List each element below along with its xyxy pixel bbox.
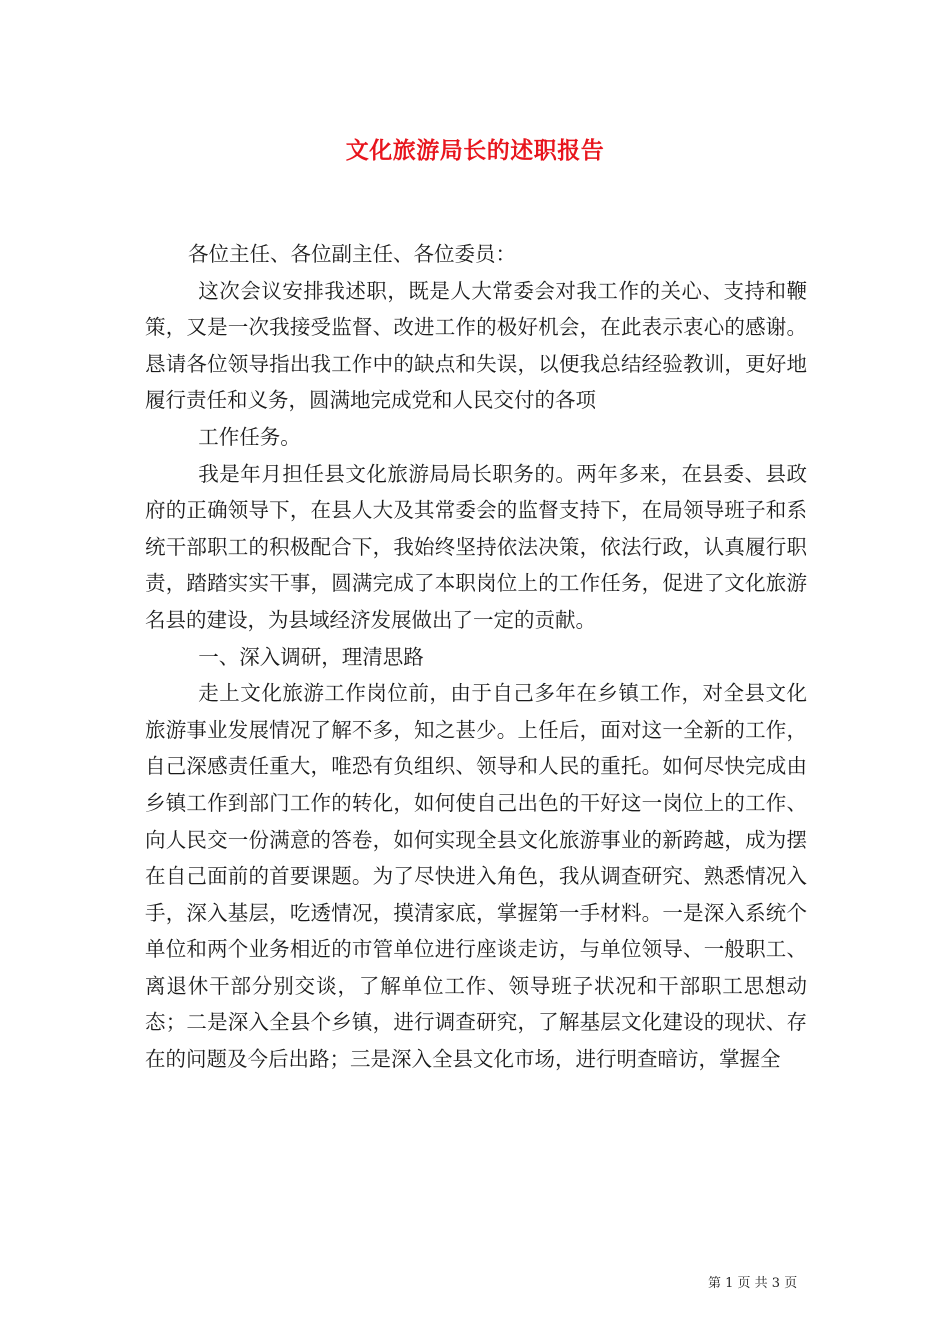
greeting-line: 各位主任、各位副主任、各位委员： (188, 242, 517, 266)
paragraph-1: 这次会议安排我述职，既是人大常委会对我工作的关心、支持和鞭策，又是一次我接受监督、改进工作的极好机会，在此表示衷心的感谢。恳请各位领导指出我工作中的缺点和失误，以便我总结经验教训，更好地履行责任和义务，圆满地完成党和人民交付的各项 (145, 278, 807, 413)
paragraph-2: 工作任务。 (198, 424, 301, 449)
document-body (145, 236, 807, 1078)
paragraph-3: 我是年月担任县文化旅游局局长职务的。两年多来，在县委、县政府的正确领导下，在县人大及其常委会的监督支持下，在局领导班子和系统干部职工的积极配合下，我始终坚持依法决策，依法行政，认真履行职责，踏踏实实干事，圆满完成了本职岗位上的工作任务，促进了文化旅游名县的建设，为县域经济发展做出了一定的贡献。 (145, 461, 807, 632)
paragraph-4: 走上文化旅游工作岗位前，由于自己多年在乡镇工作，对全县文化旅游事业发展情况了解不多，知之甚少。上任后，面对这一全新的工作，自己深感责任重大，唯恐有负组织、领导和人民的重托。如何尽快完成由乡镇工作到部门工作的转化，如何使自己出色的干好这一岗位上的工作、向人民交一份满意的答卷，如何实现全县文化旅游事业的新跨越，成为摆在自己面前的首要课题。为了尽快进入角色，我从调查研究、熟悉情况入手，深入基层，吃透情况，摸清家底，掌握第一手材料。一是深入系统个单位和两个业务相近的市管单位进行座谈走访，与单位领导、一般职工、离退休干部分别交谈，了解单位工作、领导班子状况和干部职工思想动态；二是深入全县个乡镇，进行调查研究，了解基层文化建设的现状、存在的问题及今后出路；三是深入全县文化市场，进行明查暗访，掌握全 (145, 681, 807, 1072)
section-heading-1: 一、深入调研，理清思路 (198, 644, 424, 669)
document-title: 文化旅游局长的述职报告 (345, 137, 605, 164)
page-number: 第 1 页 共 3 页 (708, 1276, 798, 1291)
